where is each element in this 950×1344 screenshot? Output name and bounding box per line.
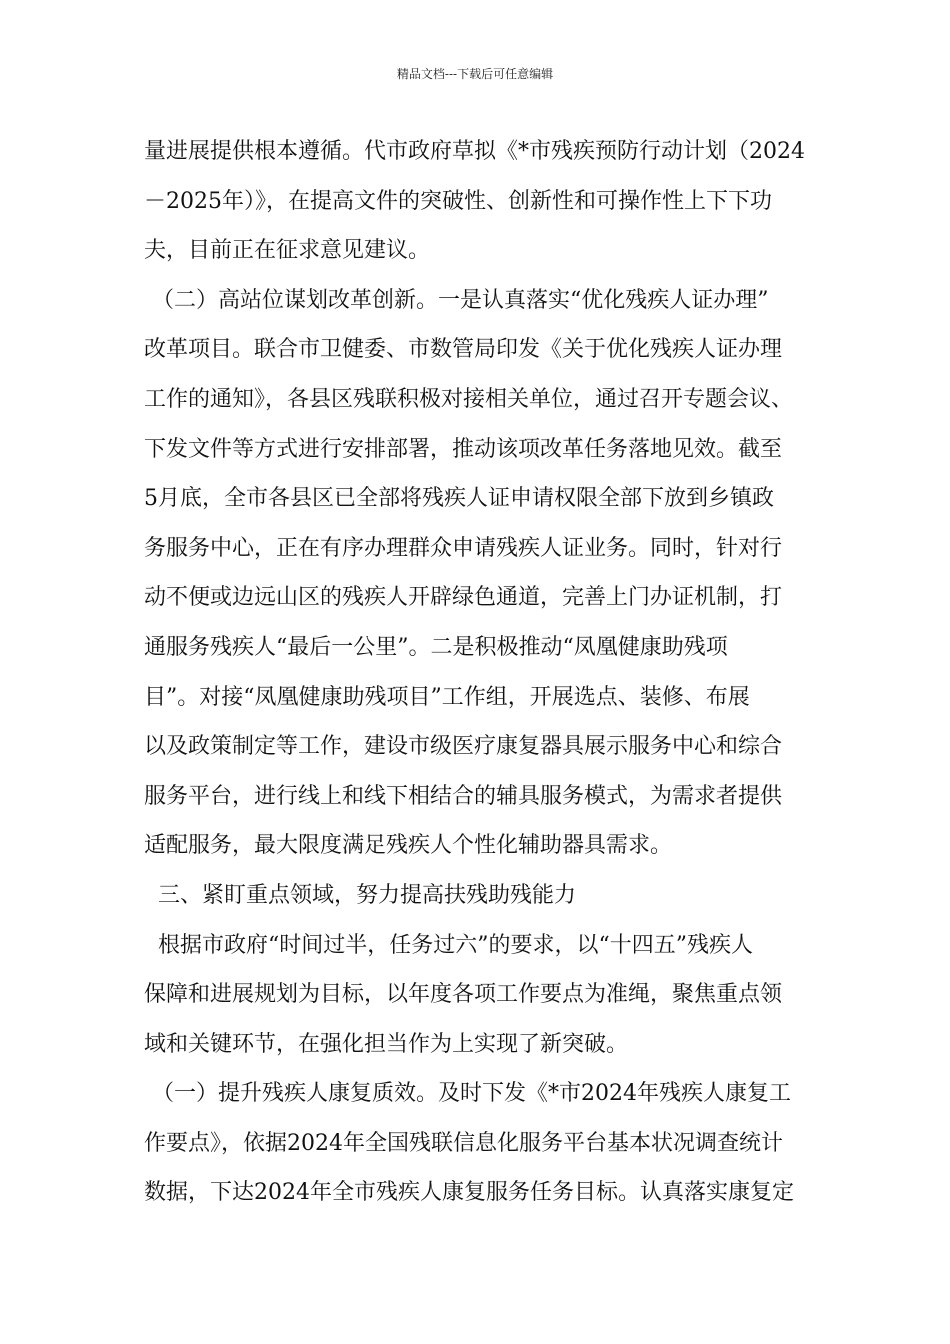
- paragraph-start-line: 根据市政府“时间过半，任务过六”的要求，以“十四五”残疾人: [158, 932, 753, 958]
- text-line: 数据，下达2024年全市残疾人康复服务任务目标。认真落实康复定: [144, 1180, 794, 1206]
- text-line: 下发文件等方式进行安排部署，推动该项改革任务落地见效。截至: [144, 436, 783, 462]
- text-line: 5月底，全市各县区已全部将残疾人证申请权限全部下放到乡镇政: [144, 486, 774, 512]
- text-line: 保障和进展规划为目标，以年度各项工作要点为准绳，聚焦重点领: [144, 982, 783, 1008]
- document-body: [144, 132, 812, 1223]
- paragraph-start-line: （一）提升残疾人康复质效。及时下发《*市2024年残疾人康复工: [152, 1081, 791, 1107]
- section-heading: 三、紧盯重点领域，努力提高扶残助残能力: [158, 882, 577, 908]
- text-line: 量进展提供根本遵循。代市政府草拟《*市残疾预防行动计划（2024: [144, 139, 805, 164]
- text-line: 夫，目前正在征求意见建议。: [144, 238, 431, 264]
- text-line: 目”。对接“凤凰健康助残项目”工作组，开展选点、装修、布展: [144, 684, 750, 710]
- text-line: 工作的通知》，各县区残联积极对接相关单位，通过召开专题会议、: [144, 386, 794, 412]
- text-line: －2025年）》，在提高文件的突破性、创新性和可操作性上下下功: [144, 188, 772, 214]
- text-line: 通服务残疾人“最后一公里”。二是积极推动“凤凰健康助残项: [144, 634, 728, 660]
- text-line: 服务平台，进行线上和线下相结合的辅具服务模式，为需求者提供: [144, 783, 783, 809]
- text-line: 作要点》，依据2024年全国残联信息化服务平台基本状况调查统计: [144, 1130, 783, 1156]
- text-line: 适配服务，最大限度满足残疾人个性化辅助器具需求。: [144, 833, 673, 859]
- text-line: 改革项目。联合市卫健委、市数管局印发《关于优化残疾人证办理: [144, 337, 783, 363]
- text-line: 务服务中心，正在有序办理群众申请残疾人证业务。同时，针对行: [144, 535, 783, 561]
- text-line: 以及政策制定等工作，建设市级医疗康复器具展示服务中心和综合: [144, 734, 783, 760]
- text-line: 动不便或边远山区的残疾人开辟绿色通道，完善上门办证机制，打: [144, 585, 783, 611]
- paragraph-start-line: （二）高站位谋划改革创新。一是认真落实“优化残疾人证办理”: [152, 287, 769, 313]
- page-header: 精品文档---下载后可任意编辑: [396, 67, 554, 81]
- text-line: 域和关键环节，在强化担当作为上实现了新突破。: [144, 1031, 629, 1057]
